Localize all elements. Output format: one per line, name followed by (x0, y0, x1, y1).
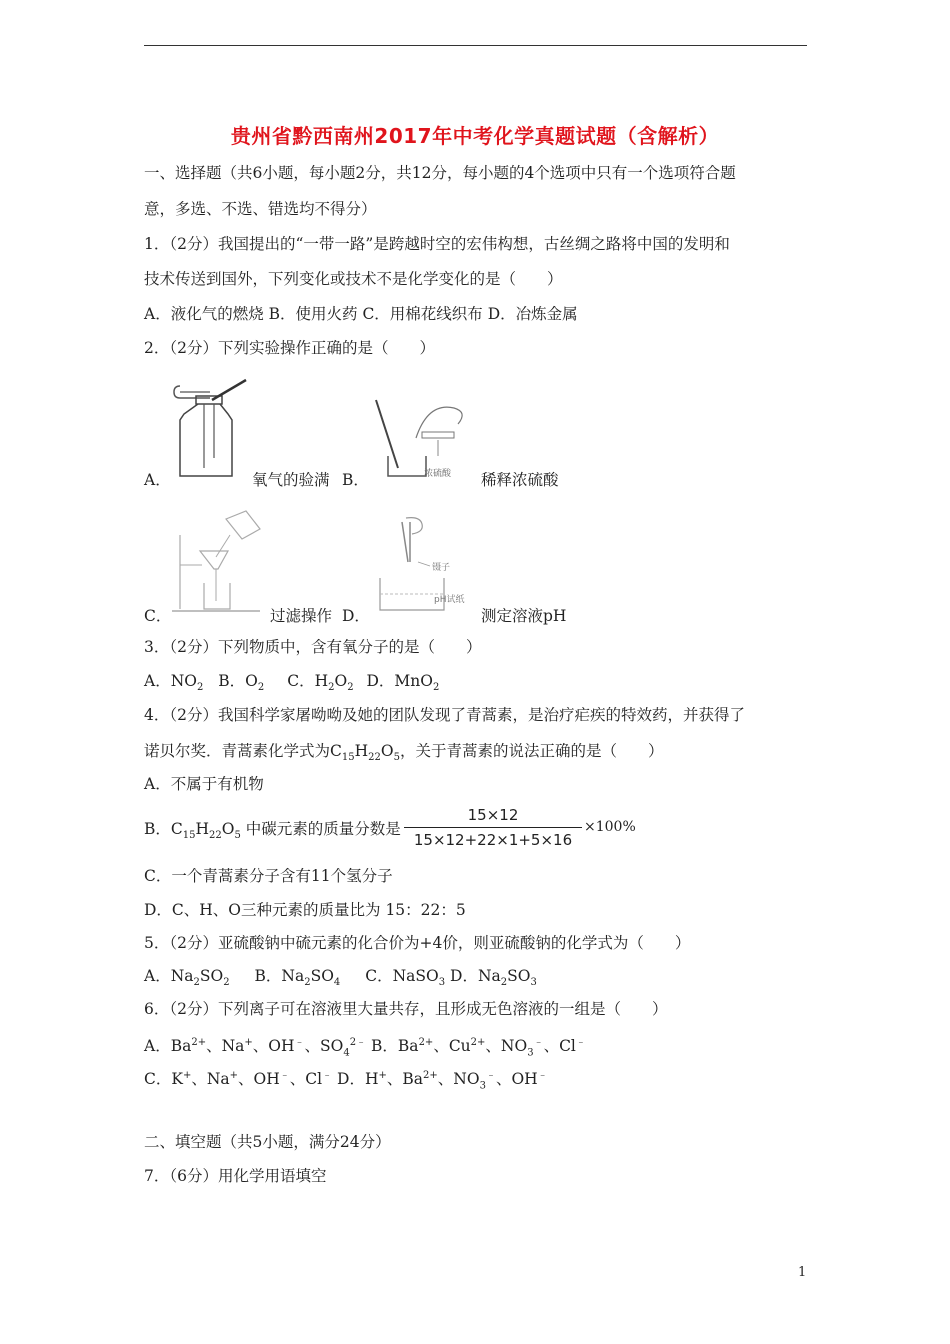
q6-option-a: A．Ba (144, 1037, 192, 1056)
q6-option-c: C．K (144, 1070, 183, 1089)
carbon-mass-fraction (404, 806, 582, 849)
q2-option-b-text: 稀释浓硫酸 (481, 471, 559, 489)
q3-option-d: D．MnO (366, 672, 433, 690)
q3-stem: 3．（2分）下列物质中，含有氧分子的是（ ） (144, 638, 482, 656)
q3-option-a: A．NO (144, 672, 197, 690)
page-number: 1 (798, 1265, 807, 1280)
page-title: 贵州省黔西南州2017年中考化学真题试题（含解析） (230, 124, 720, 148)
q2-option-c-text: 过滤操作 (270, 607, 333, 625)
q1-stem-line2: 技术传送到国外，下列变化或技术不是化学变化的是（ ） (144, 270, 563, 288)
dilute-acid-figure (358, 398, 476, 482)
q2-option-b-label: B． (342, 471, 369, 489)
q2-d-figure-label1: 镊子 (432, 563, 451, 573)
q4-stem-line1: 4．（2分）我国科学家屠呦呦及她的团队发现了青蒿素，是治疗疟疾的特效药，并获得了 (144, 706, 745, 724)
q2-stem: 2．（2分）下列实验操作正确的是（ ） (144, 339, 435, 357)
q6-stem: 6．（2分）下列离子可在溶液里大量共存，且形成无色溶液的一组是（ ） (144, 1000, 668, 1018)
q2-option-d-label: D． (342, 607, 370, 625)
q7-stem: 7．（6分）用化学用语填空 (144, 1167, 327, 1185)
q6-option-b: B．Ba (371, 1037, 419, 1056)
q2-option-a-text: 氧气的验满 (252, 471, 330, 489)
q2-b-figure-label: 浓硫酸 (424, 469, 452, 479)
q3-option-b: B．O (218, 672, 258, 690)
q5-option-d: D．Na (450, 967, 501, 985)
section1-heading-line1: 一、选择题（共6小题，每小题2分，共12分，每小题的4个选项中只有一个选项符合题 (144, 164, 736, 182)
q5-options: A．$Na_2SO_2$ B．$Na_2SO_4$ C．NaSO$_3$ D．$Na_2SO_3$ (144, 967, 537, 989)
q4-option-d: D．C、H、O三种元素的质量比为 15：22：5 (144, 901, 466, 919)
q6-options-ab: A．$Ba^{2+}$、Na+、OH﹣、$SO_4^{2﹣}$ B．$Ba^{2+}$、$Cu^{2+}$、$NO_3^﹣$、Cl﹣ (144, 1037, 586, 1059)
q6-options-cd: C．K+、Na+、OH﹣、Cl﹣ D．H+、$Ba^{2+}$、$NO_3^﹣$、OH﹣ (144, 1070, 548, 1092)
q5-option-b: B．Na (254, 967, 305, 985)
q2-option-c-label: C． (144, 607, 172, 625)
q1-stem-line1: 1．（2分）我国提出的“一带一路”是跨越时空的宏伟构想，古丝绸之路将中国的发明和 (144, 235, 730, 253)
q5-stem: 5．（2分）亚硫酸钠中硫元素的化合价为+4价，则亚硫酸钠的化学式为（ ） (144, 934, 691, 952)
q4-option-c: C．一个青蒿素分子含有11个氢分子 (144, 867, 393, 885)
oxygen-test-figure (170, 378, 250, 482)
q4-option-a: A．不属于有机物 (144, 775, 264, 793)
q2-option-a-label: A． (144, 471, 171, 489)
q1-options: A．液化气的燃烧 B．使用火药 C．用棉花线织布 D．冶炼金属 (144, 305, 578, 323)
q3-options: A．$NO_2$ B．$O_2$ C．$H_2O_2$ D．MnO$_2$ (144, 672, 440, 694)
q4-stem-line2: 诺贝尔奖．青蒿素化学式为$C_{15}H_{22}O_5$，关于青蒿素的说法正确的是（ ） (144, 742, 664, 764)
q2-option-d-text: 测定溶液pH (481, 607, 567, 625)
section2-heading: 二、填空题（共5小题，满分24分） (144, 1133, 391, 1151)
q6-option-d: D．H (337, 1070, 379, 1089)
q5-option-a: A．Na (144, 967, 194, 985)
fraction-denominator: 15×12+22×1+5×16 (413, 831, 573, 849)
filtration-figure (168, 505, 268, 617)
ph-test-figure (372, 514, 480, 618)
q4-option-b: B．$C_{15}H_{22}O_5$ 中碳元素的质量分数是 (144, 820, 401, 842)
section1-heading-line2: 意，多选、不选、错选均不得分） (144, 200, 377, 218)
header-rule (144, 45, 807, 46)
q5-option-c: C．NaSO (365, 967, 439, 985)
q3-option-c: C．H (287, 672, 329, 690)
q2-d-figure-label2: pH试纸 (434, 595, 465, 605)
fraction-numerator: 15×12 (467, 806, 519, 824)
fraction-multiplier: ×100% (584, 819, 636, 835)
